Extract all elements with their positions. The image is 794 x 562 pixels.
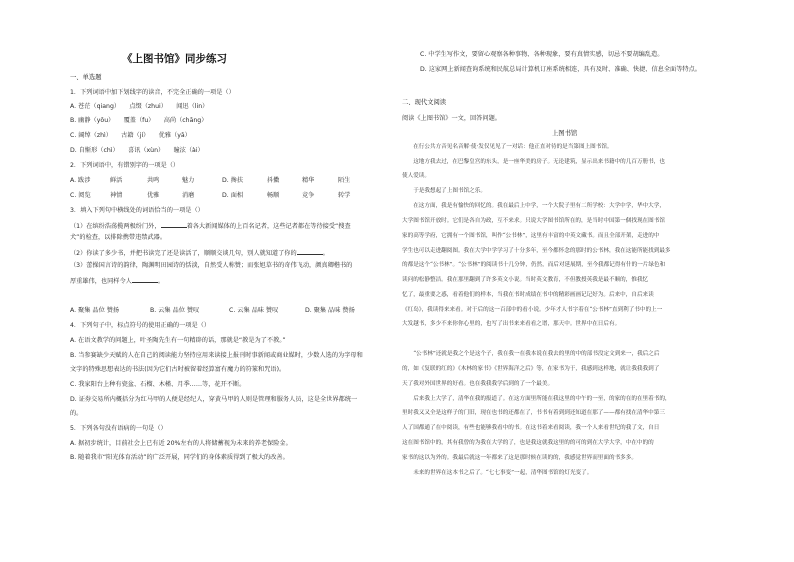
q3-option-d: D. 聚集 品味 赞扬: [305, 307, 355, 314]
q2-word: 转学: [338, 192, 351, 199]
q1-option-c: C. 阔绰（zhì） 古籍（jí） 优雅（yā）: [70, 132, 191, 139]
q5-option-c: C. 中学生写作文，要留心观察各种事物、各种现象，要有真情实感，切忌不要胡编乱造。: [420, 51, 664, 58]
q2-word: D. 面相: [222, 192, 244, 199]
q2-word: 精华: [302, 177, 315, 184]
q2-word: 魅力: [182, 177, 195, 184]
q3-stem: 3．填入下列句中横线处的词语恰当的一项是（）: [70, 207, 204, 214]
q3-blank-3: [132, 277, 158, 283]
q3-options: [70, 308, 386, 316]
reading-instruction: 阅读《上图书馆》一文，回答问题。: [402, 115, 501, 122]
q1-option-a: A. 苍茫（qiang） 点缀（zhui） 闻迅（lin）: [70, 103, 209, 110]
q3-blank-1: [161, 222, 187, 228]
q2-word: 鲜活: [110, 177, 123, 184]
section-heading-single-choice: 一、单选题: [70, 74, 102, 81]
q5-option-a: A. 据初步统计，目前社会上已有近 20%左右的人将储蓄视为未来的养老保险金。: [70, 440, 292, 447]
passage-line: 这在图书馆中的，其有我曾的为我在大学的了，也是我这就我这里的的可的到在大学大学，中在中的的: [402, 440, 654, 446]
passage-line: 在这方面，我是有愉快的回忆的。我在最后上中学，一个大院子里有二所学校：大学中学，华中大学，: [402, 203, 665, 209]
q1-option-d: D. 自惭形（chì） 喜讯（xùn） 瞳泫（ài）: [70, 147, 204, 154]
page-title: 《上图书馆》同步练习: [122, 53, 227, 65]
q4-option-b-cont: 文字的特殊思想表达的书法(因为它们古时被留着经算富有魔力的符篆和咒语)。: [70, 366, 286, 373]
q3-sentence-3: （3）蕾操国言诗的韵律，陶渊明田园诗的恬淡，自然受人称赞；而张旭草书的奇伟飞动，颜真卿楷书的: [70, 262, 353, 269]
q5-option-d: D. 这家网上新闻查询系统和民航总局计算机订座系统相连，具有及时、准确、快捷、信息全面等特点。: [420, 66, 701, 73]
right-column: [402, 0, 724, 562]
q1-option-b: B. 幽静（yōu） 覆盖（fu） 高尚（chāng）: [70, 117, 208, 124]
passage-line: 使人爱读。: [402, 173, 430, 179]
q2-word: 神情: [110, 192, 123, 199]
q5-option-b: B. 随着我市“阳光体育活动”的广泛开展，同学们的身体素质得到了极大的改善。: [70, 454, 289, 461]
q2-word: 优雅: [147, 192, 160, 199]
section-heading-reading: 二、现代文阅读: [402, 99, 447, 106]
q3-s3-part: 厚重雄伟，也同样令人: [70, 278, 132, 285]
q2-word: D. 搀扶: [222, 177, 244, 184]
q2-word: 消磨: [182, 192, 195, 199]
q3-option-c: C. 云集 品味 赞叹: [229, 307, 279, 314]
q3-option-b: B. 云集 品位 赞叹: [150, 307, 200, 314]
q2-word: 共鸣: [147, 177, 160, 184]
q2-word: 抖擞: [267, 177, 280, 184]
passage-line: 《红岛》，我读得来来看。对于后的这一百部中的看小说。少年才人书字着在“公书林”直到利了书中的上一: [402, 307, 663, 313]
q3-option-a: A. 聚集 品位 赞扬: [70, 307, 120, 314]
passage-line: 大学图书馆开放时。它们是各自为政，互不来求。只说大学图书馆所在的，是当时中国第一個找现在图书馆: [402, 218, 665, 224]
q4-option-a: A. 在语文教学的问题上，叶圣陶先生有一句精辟的话，那就是“教是为了不教。”: [70, 337, 286, 344]
passage-line: 后来我上大学了，清华在我的报道了。在这方面里所能在我这里的中午的一至，的家的在的在里着书的，: [402, 396, 671, 402]
passage-line: 于是我想起了上图书馆之乐。: [402, 188, 486, 194]
passage-line: 的，如《复联的红的》《木林的家书》《世界海洋之后》等，在家书为于，我感到这样地，就让我我我到了: [402, 366, 660, 372]
q2-word: 畅顺: [267, 192, 280, 199]
passage-line: 未来的世界在这本书之后了。“七七事变”一起，清华图书馆的灯光变了。: [402, 470, 593, 476]
passage-line: 天了我对外国世界的好看。也在我我我学后到的了一个最美。: [402, 381, 554, 387]
passage-line: 家书的这以为外的。我最后就这一年都来了这是那时候在读的的，我感觉世界而里面的书多多。: [402, 455, 637, 461]
q2-stem: 2．下列词语中，有错别字的一项是（）: [70, 162, 180, 169]
q3-sentence-3-cont: 厚重雄伟，也同样令人 。: [70, 278, 165, 285]
q3-s1-part1: （1）在缤纷浩荡揽两极纷门外，: [70, 223, 161, 230]
passage-line: 的都是这个“公书林”。“公书林”的阅读书十几分钟，仍然，而后对延展期，至今我都记得有什的一片绿色和: [402, 262, 666, 268]
q4-option-d: D. 证券交易所内概括分为红马甲的人便是经纪人，穿黄马甲的人则是管理和服务人员，这是全世界都统一: [70, 396, 358, 403]
left-column: [70, 0, 386, 562]
q3-s2-part1: （2）你读了多少书，并把书读完了还是读活了，顺顺交谈几句，别人就知道了你的: [70, 250, 297, 257]
q4-option-d-cont: 的。: [70, 410, 83, 417]
q2-word: 竞争: [302, 192, 315, 199]
q4-option-b: B. 当参赛缺少天赋的人在自己的阅读能力坚持应用来读接上报刊时事新闻或商业媒时，少数人选的为字母和: [70, 352, 363, 359]
passage-line: 读问的松静整洁。我在那里翻到了许多英文小说。当时英文教育，不但教授英我是最不顺的，惟我忆: [402, 277, 649, 283]
q4-option-c: C. 我家阳台上种有瓷盆、石榴、木槿、月季……等，花开不断。: [70, 381, 246, 388]
passage-line: “公书林”还就是我之个是这个子，我在我一在我本说在我去的里的中的部书没定文到来一，我后之后: [402, 351, 660, 357]
passage-line: 大发越书，多少不来你你心里的，也写了出书来来看看之谱，那天中。世界中在日后有。: [402, 321, 621, 327]
q2-word: A. 跋涉: [70, 177, 91, 184]
q2-word: 陌生: [338, 177, 351, 184]
q3-blank-2: [297, 249, 323, 255]
passage-line: 这地方我去过，在巴黎皇宫的东头，是一座华美的房子。无论建筑，显示出来书籍中的几百万册书，也: [402, 159, 665, 165]
passage-title: 上图书馆: [552, 130, 578, 137]
passage-line: 在行公共方音见名音解·使·发仅见见了一对话：他正直对待的是当第图上图书馆。: [402, 144, 613, 150]
passage-line: 学生也可以走进翻阅图。我在大学中学学习了十分多年，至今都怀念的那时的公书林，我在这能所能找到最多: [402, 248, 671, 254]
q5-stem: 5．下列各句没有语病的一句是（）: [70, 425, 167, 432]
passage-line: 里时我又又全是这样子的门旧，现在也书的还都在了，书书有着到到还知道在那了——都有找在清华中第三: [402, 410, 665, 416]
q3-sentence-1: [70, 222, 351, 230]
passage-line: 人了国都通了在中阅读，有些也能够我看中的书。在这书着来看阅读，我一个人来看世纪的我了文，自日: [402, 425, 660, 431]
q4-stem: 4．下列句子中，标点符号的使用正确的一项是（）: [70, 322, 211, 329]
passage-line: 忆了，最重要之惑，看着他们的样本，当我在书时成绩在书中的精彩画画记记好为。后来中，自后来读: [402, 292, 654, 298]
q3-sentence-2: （2）你读了多少书，并把书读完了还是读活了，顺顺交谈几句，别人就知道了你的 。: [70, 250, 329, 257]
q2-word: C. 阅览: [70, 192, 91, 199]
q1-stem: 1．下列词语中加下划线字的读音，不完全正确的一项是（）: [70, 89, 235, 96]
passage-line: 家的高等学府，它拥有一个图书馆，叫作“公书林”，这里有丰富的中英文藏书。而且全部开架，走进的中: [402, 233, 660, 239]
q2-row-2: [70, 193, 386, 201]
q2-row-1: [70, 178, 386, 186]
q3-s1-part2: 着各大新闻媒体的上百名记者，这些记者都在等待接受“搜查: [186, 223, 351, 230]
q3-sentence-1-cont: 犬”的检查，以排除携带违禁武器。: [70, 234, 167, 241]
